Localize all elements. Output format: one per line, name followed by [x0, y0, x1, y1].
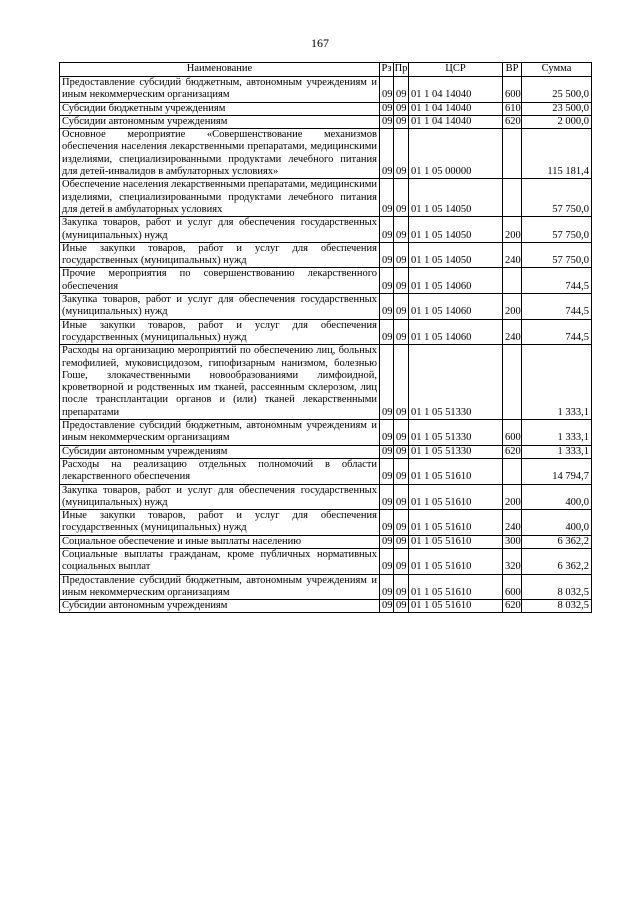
row-vr: 620 — [503, 445, 522, 458]
row-name: Социальное обеспечение и иные выплаты населению — [60, 535, 380, 548]
row-vr: 600 — [503, 77, 522, 103]
row-vr: 200 — [503, 484, 522, 510]
row-sum: 115 181,4 — [522, 129, 592, 179]
row-rz: 09 — [380, 420, 394, 446]
table-row — [60, 458, 592, 484]
row-sum: 744,5 — [522, 268, 592, 294]
row-rz: 09 — [380, 345, 394, 420]
row-sum: 744,5 — [522, 294, 592, 320]
header-pr: Пр — [394, 63, 409, 77]
row-csr: 01 1 05 14060 — [409, 268, 503, 294]
row-csr: 01 1 05 14060 — [409, 319, 503, 345]
row-csr: 01 1 05 14050 — [409, 242, 503, 268]
row-pr: 09 — [394, 294, 409, 320]
row-name: Субсидии автономным учреждениям — [60, 115, 380, 128]
row-pr: 09 — [394, 574, 409, 600]
row-name: Прочие мероприятия по совершенствованию лекарственного обеспечения — [60, 268, 380, 294]
table-row — [60, 115, 592, 128]
header-rz: Рз — [380, 63, 394, 77]
row-rz: 09 — [380, 179, 394, 217]
row-sum: 25 500,0 — [522, 77, 592, 103]
row-vr — [503, 129, 522, 179]
row-rz: 09 — [380, 535, 394, 548]
header-name: Наименование — [60, 63, 380, 77]
row-vr — [503, 179, 522, 217]
row-vr — [503, 268, 522, 294]
row-name: Иные закупки товаров, работ и услуг для обеспечения государственных (муниципальных) нужд — [60, 242, 380, 268]
row-sum: 1 333,1 — [522, 345, 592, 420]
row-name: Субсидии автономным учреждениям — [60, 600, 380, 613]
table-row — [60, 345, 592, 420]
row-rz: 09 — [380, 574, 394, 600]
row-vr — [503, 345, 522, 420]
row-rz: 09 — [380, 319, 394, 345]
row-pr: 09 — [394, 600, 409, 613]
row-name: Субсидии автономным учреждениям — [60, 445, 380, 458]
row-sum: 400,0 — [522, 484, 592, 510]
row-pr: 09 — [394, 217, 409, 243]
table-row — [60, 445, 592, 458]
row-name: Закупка товаров, работ и услуг для обеспечения государственных (муниципальных) нужд — [60, 294, 380, 320]
row-name: Основное мероприятие «Совершенствование механизмов обеспечения населения лекарственными препаратами, медицинскими изделиями, специализированными продуктами лечебного питания для детей-инвалидов в амбулаторных условиях» — [60, 129, 380, 179]
row-sum: 57 750,0 — [522, 217, 592, 243]
row-csr: 01 1 05 51610 — [409, 574, 503, 600]
row-rz: 09 — [380, 458, 394, 484]
row-sum: 8 032,5 — [522, 600, 592, 613]
row-pr: 09 — [394, 77, 409, 103]
row-sum: 2 000,0 — [522, 115, 592, 128]
row-csr: 01 1 05 51610 — [409, 484, 503, 510]
row-vr: 610 — [503, 102, 522, 115]
row-vr: 600 — [503, 420, 522, 446]
row-name: Предоставление субсидий бюджетным, автономным учреждениям и иным некоммерческим организациям — [60, 77, 380, 103]
row-pr: 09 — [394, 445, 409, 458]
row-rz: 09 — [380, 115, 394, 128]
row-pr: 09 — [394, 102, 409, 115]
row-csr: 01 1 05 51610 — [409, 510, 503, 536]
row-pr: 09 — [394, 535, 409, 548]
row-rz: 09 — [380, 77, 394, 103]
row-sum: 23 500,0 — [522, 102, 592, 115]
row-vr — [503, 458, 522, 484]
row-csr: 01 1 05 51330 — [409, 345, 503, 420]
table-header-row — [60, 63, 592, 77]
row-name: Обеспечение населения лекарственными препаратами, медицинскими изделиями, специализированными продуктами лечебного питания для детей в амбулаторных условиях — [60, 179, 380, 217]
table-row — [60, 102, 592, 115]
table-row — [60, 319, 592, 345]
row-csr: 01 1 05 00000 — [409, 129, 503, 179]
row-name: Расходы на организацию мероприятий по обеспечению лиц, больных гемофилией, муковисцидозом, гипофизарным нанизмом, болезнью Гоше, злокачественными новообразованиями лимфоидной, кроветворной и родственных им тканей, рассеянным склерозом, лиц после трансплантации органов и (или) тканей лекарственными препаратами — [60, 345, 380, 420]
row-pr: 09 — [394, 115, 409, 128]
page-number: 167 — [311, 36, 329, 50]
row-csr: 01 1 05 51610 — [409, 600, 503, 613]
table-row — [60, 129, 592, 179]
row-csr: 01 1 04 14040 — [409, 77, 503, 103]
table-row — [60, 77, 592, 103]
table-row — [60, 510, 592, 536]
row-rz: 09 — [380, 445, 394, 458]
row-name: Иные закупки товаров, работ и услуг для обеспечения государственных (муниципальных) нужд — [60, 510, 380, 536]
table-row — [60, 484, 592, 510]
row-name: Расходы на реализацию отдельных полномочий в области лекарственного обеспечения — [60, 458, 380, 484]
row-name: Закупка товаров, работ и услуг для обеспечения государственных (муниципальных) нужд — [60, 217, 380, 243]
row-sum: 400,0 — [522, 510, 592, 536]
row-rz: 09 — [380, 484, 394, 510]
row-csr: 01 1 05 14060 — [409, 294, 503, 320]
row-rz: 09 — [380, 510, 394, 536]
row-pr: 09 — [394, 458, 409, 484]
row-vr: 240 — [503, 510, 522, 536]
table-row — [60, 217, 592, 243]
row-vr: 620 — [503, 115, 522, 128]
row-sum: 8 032,5 — [522, 574, 592, 600]
row-sum: 57 750,0 — [522, 242, 592, 268]
table-row — [60, 294, 592, 320]
row-csr: 01 1 04 14040 — [409, 115, 503, 128]
row-rz: 09 — [380, 600, 394, 613]
budget-table — [59, 62, 592, 613]
row-pr: 09 — [394, 268, 409, 294]
row-rz: 09 — [380, 129, 394, 179]
row-csr: 01 1 05 51330 — [409, 445, 503, 458]
row-name: Предоставление субсидий бюджетным, автономным учреждениям и иным некоммерческим организациям — [60, 420, 380, 446]
table-row — [60, 548, 592, 574]
row-csr: 01 1 05 14050 — [409, 179, 503, 217]
row-csr: 01 1 05 14050 — [409, 217, 503, 243]
row-csr: 01 1 04 14040 — [409, 102, 503, 115]
row-pr: 09 — [394, 484, 409, 510]
table-row — [60, 179, 592, 217]
row-pr: 09 — [394, 179, 409, 217]
row-rz: 09 — [380, 102, 394, 115]
row-name: Субсидии бюджетным учреждениям — [60, 102, 380, 115]
header-csr: ЦСР — [409, 63, 503, 77]
row-sum: 6 362,2 — [522, 535, 592, 548]
row-rz: 09 — [380, 268, 394, 294]
row-name: Закупка товаров, работ и услуг для обеспечения государственных (муниципальных) нужд — [60, 484, 380, 510]
row-pr: 09 — [394, 129, 409, 179]
row-sum: 6 362,2 — [522, 548, 592, 574]
row-vr: 320 — [503, 548, 522, 574]
row-sum: 14 794,7 — [522, 458, 592, 484]
table-body — [60, 77, 592, 613]
row-csr: 01 1 05 51610 — [409, 458, 503, 484]
header-sum: Сумма — [522, 63, 592, 77]
row-sum: 744,5 — [522, 319, 592, 345]
table-row — [60, 574, 592, 600]
table-row — [60, 268, 592, 294]
row-name: Иные закупки товаров, работ и услуг для обеспечения государственных (муниципальных) нужд — [60, 319, 380, 345]
header-vr: ВР — [503, 63, 522, 77]
row-pr: 09 — [394, 510, 409, 536]
row-vr: 200 — [503, 294, 522, 320]
row-rz: 09 — [380, 294, 394, 320]
table-row — [60, 535, 592, 548]
row-rz: 09 — [380, 242, 394, 268]
row-sum: 1 333,1 — [522, 420, 592, 446]
table-row — [60, 242, 592, 268]
row-pr: 09 — [394, 242, 409, 268]
table-row — [60, 420, 592, 446]
table-row — [60, 600, 592, 613]
row-pr: 09 — [394, 319, 409, 345]
row-name: Социальные выплаты гражданам, кроме публичных нормативных социальных выплат — [60, 548, 380, 574]
row-name: Предоставление субсидий бюджетным, автономным учреждениям и иным некоммерческим организациям — [60, 574, 380, 600]
row-vr: 600 — [503, 574, 522, 600]
row-csr: 01 1 05 51330 — [409, 420, 503, 446]
row-rz: 09 — [380, 217, 394, 243]
row-vr: 200 — [503, 217, 522, 243]
row-csr: 01 1 05 51610 — [409, 535, 503, 548]
row-csr: 01 1 05 51610 — [409, 548, 503, 574]
row-vr: 240 — [503, 242, 522, 268]
row-vr: 300 — [503, 535, 522, 548]
row-vr: 620 — [503, 600, 522, 613]
row-pr: 09 — [394, 345, 409, 420]
row-pr: 09 — [394, 420, 409, 446]
row-sum: 57 750,0 — [522, 179, 592, 217]
row-sum: 1 333,1 — [522, 445, 592, 458]
row-pr: 09 — [394, 548, 409, 574]
row-vr: 240 — [503, 319, 522, 345]
row-rz: 09 — [380, 548, 394, 574]
